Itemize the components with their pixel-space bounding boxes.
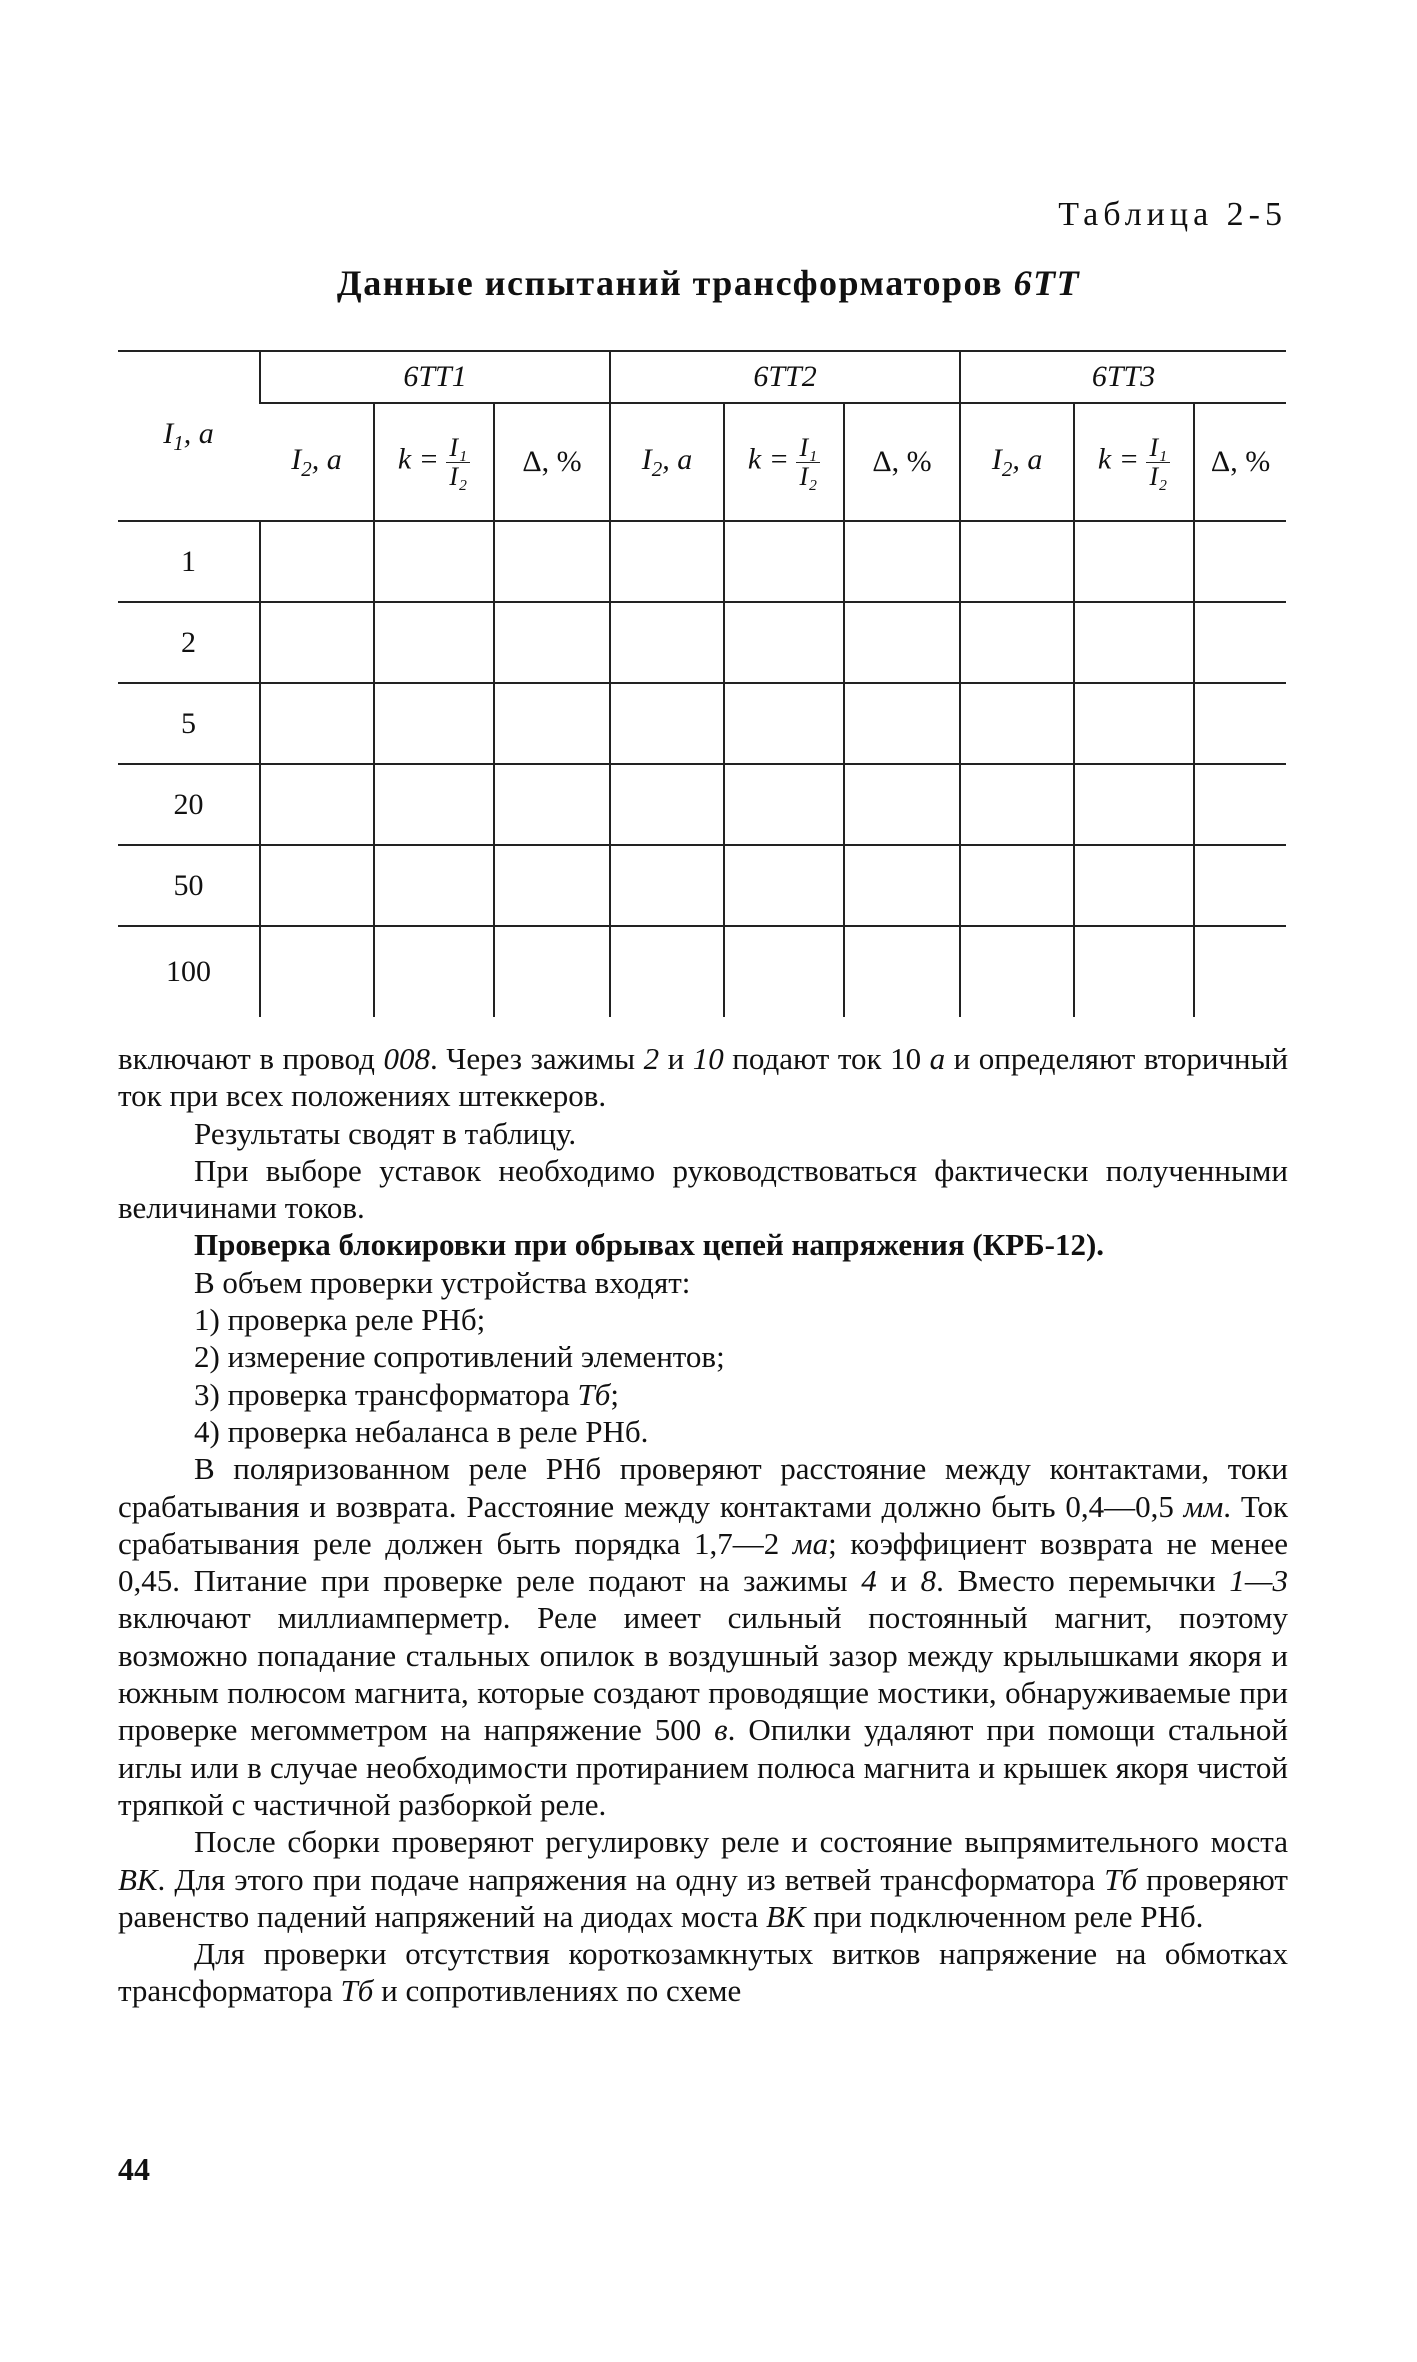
- empty-cell: [610, 683, 724, 764]
- empty-cell: [1194, 602, 1286, 683]
- subheader-i2: $I_2$, а: [960, 403, 1074, 521]
- group-header-3: 6ТТ3: [960, 351, 1286, 403]
- group-header-1: 6ТТ1: [260, 351, 610, 403]
- empty-cell: [724, 764, 844, 845]
- empty-cell: [260, 764, 374, 845]
- table-body: [118, 521, 1286, 1017]
- empty-cell: [610, 602, 724, 683]
- group-header-2: 6ТТ2: [610, 351, 960, 403]
- empty-cell: [1074, 521, 1194, 602]
- page-number: 44: [118, 2151, 150, 2187]
- empty-cell: [374, 521, 494, 602]
- subheader-k: k = $\frac{\text{I₁}}{\text{I₂}}$: [1074, 403, 1194, 521]
- empty-cell: [960, 683, 1074, 764]
- empty-cell: [374, 602, 494, 683]
- empty-cell: [724, 926, 844, 1017]
- paragraph: Результаты сводят в таблицу.: [194, 1115, 577, 1151]
- body-text: [118, 1040, 1288, 2010]
- row-current-value: 20: [118, 764, 260, 845]
- table-row: [118, 521, 1286, 602]
- empty-cell: [1074, 845, 1194, 926]
- empty-cell: [374, 764, 494, 845]
- empty-cell: [1074, 926, 1194, 1017]
- subheader-delta: Δ, %: [494, 403, 610, 521]
- paragraph: При выборе уставок необходимо руководствоваться фактически полученными величинами токов.: [118, 1152, 1288, 1226]
- empty-cell: [1074, 683, 1194, 764]
- subheader-k: k = $\frac{\text{I₁}}{\text{I₂}}$: [374, 403, 494, 521]
- subheader-delta: Δ, %: [1194, 403, 1286, 521]
- empty-cell: [494, 602, 610, 683]
- row-current-value: 100: [166, 955, 211, 988]
- empty-cell: [260, 845, 374, 926]
- empty-cell: [960, 521, 1074, 602]
- section-heading: Проверка блокировки при обрывах цепей напряжения (КРБ-12).: [194, 1227, 1105, 1263]
- paragraph: В поляризованном реле РНб проверяют расстояние между контактами, токи срабатывания и возврата. Расстояние между контактами должно быть 0,4—0,5 мм. Ток срабатывания реле должен быть порядка 1,7—2 ма; коэффициент возврата не менее 0,45. Питание при проверке реле подают на зажимы 4 и 8. Вместо перемычки 1—3 включают миллиамперметр. Реле имеет сильный постоянный магнит, поэтому возможно попадание стальных опилок в воздушный зазор между крылышками якоря и южным полюсом магнита, которые создают проводящие мостики, обнаруживаемые при проверке мегомметром на напряжение 500 в. Опилки удаляют при помощи стальной иглы или в случае необходимости протиранием полюса магнита и крышек якоря чистой тряпкой с частичной разборкой реле.: [118, 1451, 1289, 1822]
- row-current-value: 5: [118, 683, 260, 764]
- empty-cell: [494, 683, 610, 764]
- empty-cell: [960, 764, 1074, 845]
- empty-cell: [960, 926, 1074, 1017]
- row-current-value: 2: [118, 602, 260, 683]
- empty-cell: [1074, 764, 1194, 845]
- paragraph: После сборки проверяют регулировку реле и состояние выпрямительного моста ВК. Для этого при подаче напряжения на одну из ветвей трансформатора Тб проверяют равенство падений напряжений на диодах моста ВК при подключенном реле РНб.: [118, 1824, 1288, 1934]
- empty-cell: [260, 521, 374, 602]
- row-current-value: 1: [118, 521, 260, 602]
- subheader-i2: $I_2$, а: [260, 403, 374, 521]
- table-title: Данные испытаний трансформаторов 6ТТ: [336, 263, 1081, 303]
- empty-cell: [610, 521, 724, 602]
- empty-cell: [260, 926, 374, 1017]
- paragraph: Для проверки отсутствия короткозамкнутых витков напряжение на обмотках трансформатора Тб и сопротивлениях по схеме: [118, 1936, 1288, 2009]
- empty-cell: [260, 683, 374, 764]
- empty-cell: [494, 845, 610, 926]
- list-item: 1) проверка реле РНб;: [194, 1302, 486, 1338]
- list-item: 4) проверка небаланса в реле РНб.: [194, 1413, 649, 1449]
- table-label: Таблица 2-5: [1058, 196, 1287, 233]
- empty-cell: [844, 764, 960, 845]
- empty-cell: [844, 683, 960, 764]
- empty-cell: [260, 602, 374, 683]
- table-row: [118, 602, 1286, 683]
- empty-cell: [1194, 683, 1286, 764]
- empty-cell: [724, 683, 844, 764]
- empty-cell: [960, 845, 1074, 926]
- empty-cell: [1074, 602, 1194, 683]
- empty-cell: [610, 926, 724, 1017]
- subheader-delta: Δ, %: [844, 403, 960, 521]
- empty-cell: [1194, 521, 1286, 602]
- subheader-row: [118, 403, 1286, 521]
- row-current-value: 50: [118, 845, 260, 926]
- empty-cell: [494, 764, 610, 845]
- empty-cell: [724, 845, 844, 926]
- empty-cell: [374, 683, 494, 764]
- header-i1: $I_1$, а: [118, 351, 260, 521]
- empty-cell: [610, 845, 724, 926]
- empty-cell: [1194, 845, 1286, 926]
- empty-cell: [844, 845, 960, 926]
- list-item: 3) проверка трансформатора Тб;: [194, 1376, 619, 1412]
- table-row: [118, 926, 1286, 1017]
- empty-cell: [960, 602, 1074, 683]
- table-row: [118, 683, 1286, 764]
- subheader-k: k = $\frac{\text{I₁}}{\text{I₂}}$: [724, 403, 844, 521]
- empty-cell: [844, 602, 960, 683]
- empty-cell: [724, 602, 844, 683]
- empty-cell: [724, 521, 844, 602]
- paragraph: В объем проверки устройства входят:: [194, 1264, 691, 1300]
- list-item: 2) измерение сопротивлений элементов;: [194, 1339, 725, 1375]
- subheader-i2: $I_2$, а: [610, 403, 724, 521]
- paragraph: включают в провод 008. Через зажимы 2 и 10 подают ток 10 а и определяют вторичный ток при всех положениях штеккеров.: [118, 1041, 1289, 1114]
- test-data-table: [118, 350, 1286, 1017]
- empty-cell: [844, 521, 960, 602]
- empty-cell: [374, 926, 494, 1017]
- table-row: [118, 845, 1286, 926]
- empty-cell: [494, 926, 610, 1017]
- table-row: [118, 764, 1286, 845]
- empty-cell: [1194, 926, 1286, 1017]
- empty-cell: [494, 521, 610, 602]
- empty-cell: [844, 926, 960, 1017]
- empty-cell: [610, 764, 724, 845]
- empty-cell: [1194, 764, 1286, 845]
- empty-cell: [374, 845, 494, 926]
